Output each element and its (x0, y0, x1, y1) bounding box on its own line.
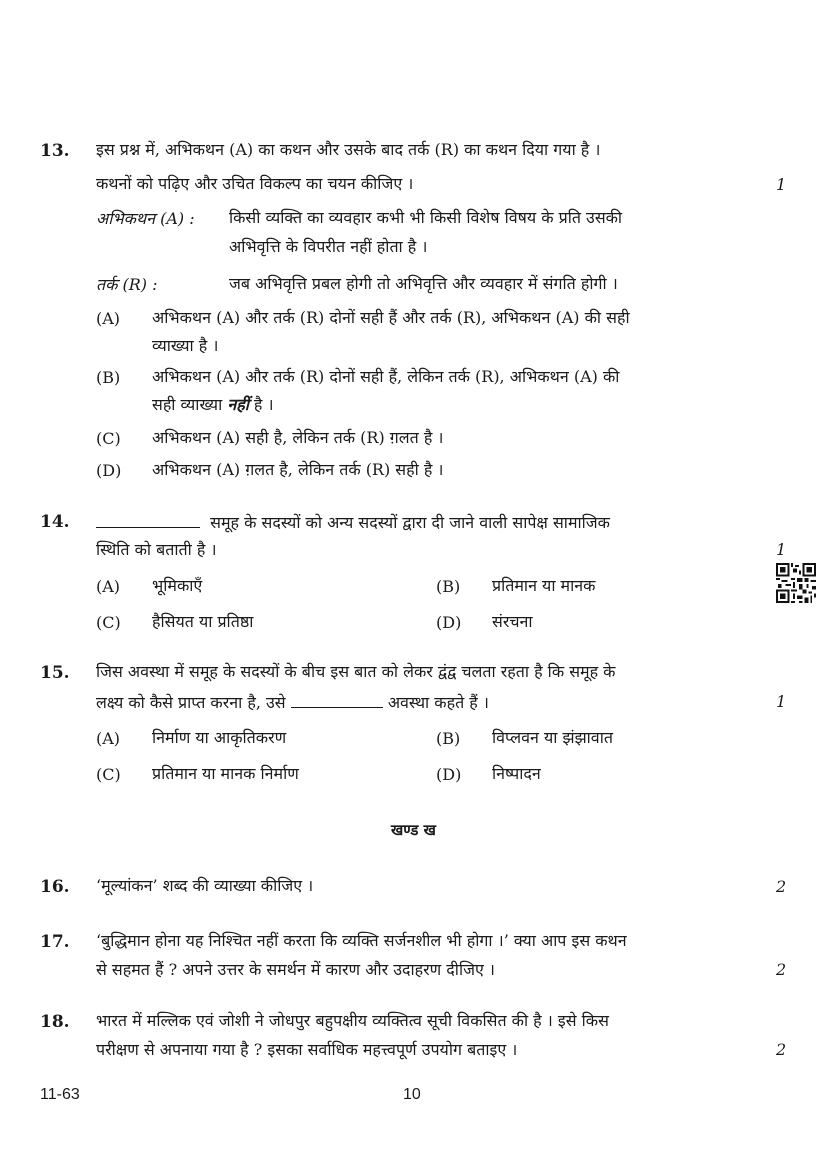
fill-blank (291, 691, 383, 708)
option-text-part: सही व्याख्या (152, 395, 228, 414)
question-text: इस प्रश्न में, अभिकथन (A) का कथन और उसके बाद तर्क (R) का कथन दिया गया है । (96, 140, 601, 159)
option-text: विप्लवन या झंझावात (492, 728, 613, 747)
question-text-part: समूह के सदस्यों को अन्य सदस्यों द्वारा दी जाने वाली सापेक्ष सामाजिक (210, 513, 610, 532)
option-text: अभिकथन (A) और तर्क (R) दोनों सही हैं, लेकिन तर्क (R), अभिकथन (A) की (152, 367, 620, 386)
question-text: ‘मूल्यांकन’ शब्द की व्याख्या कीजिए । (96, 876, 314, 895)
option-key: (B) (436, 577, 461, 596)
option-text: प्रतिमान या मानक निर्माण (152, 764, 299, 783)
marks: 1 (776, 692, 787, 711)
option-key: (A) (96, 729, 121, 748)
question-text: स्थिति को बताती है । (96, 540, 217, 559)
reason-label: तर्क (R) : (96, 275, 158, 294)
option-text-part: है । (248, 395, 274, 414)
marks: 2 (776, 877, 787, 896)
question-number: 17. (40, 932, 70, 952)
paper-code: 11-63 (40, 1086, 80, 1103)
qr-code-icon (776, 563, 816, 603)
marks: 1 (776, 175, 787, 194)
option-text: निष्पादन (492, 764, 541, 783)
reason-text: जब अभिवृत्ति प्रबल होगी तो अभिवृत्ति और व्यवहार में संगति होगी । (229, 274, 618, 293)
option-key: (B) (436, 729, 461, 748)
question-number: 13. (40, 141, 70, 161)
page-number: 10 (403, 1086, 421, 1103)
option-key: (C) (96, 765, 121, 784)
question-text: ‘बुद्धिमान होना यह निश्चित नहीं करता कि व्यक्ति सर्जनशील भी होगा ।’ क्या आप इस कथन (96, 931, 627, 950)
option-text (152, 395, 274, 415)
marks: 2 (776, 960, 787, 979)
question-text: से सहमत हैं ? अपने उत्तर के समर्थन में कारण और उदाहरण दीजिए । (96, 960, 495, 979)
option-key: (C) (96, 429, 121, 448)
option-key: (D) (96, 461, 122, 480)
option-text: अभिकथन (A) सही है, लेकिन तर्क (R) ग़लत है । (152, 428, 444, 447)
option-text: हैसियत या प्रतिष्ठा (152, 612, 254, 631)
question-text (96, 511, 610, 533)
option-text: भूमिकाएँ (152, 576, 203, 595)
option-text: अभिकथन (A) और तर्क (R) दोनों सही हैं और तर्क (R), अभिकथन (A) की सही (152, 308, 630, 327)
marks: 1 (776, 540, 787, 559)
question-text-part: लक्ष्य को कैसे प्राप्त करना है, उसे (96, 693, 286, 712)
option-text: अभिकथन (A) ग़लत है, लेकिन तर्क (R) सही है । (152, 460, 444, 479)
question-text-part: अवस्था कहते हैं । (387, 693, 489, 712)
question-text: जिस अवस्था में समूह के सदस्यों के बीच इस बात को लेकर द्वंद्व चलता रहता है कि समूह के (96, 662, 616, 681)
question-text: कथनों को पढ़िए और उचित विकल्प का चयन कीजिए । (96, 174, 414, 193)
emphasis-text: नहीं (227, 395, 249, 414)
option-key: (D) (436, 765, 462, 784)
assertion-text: अभिवृत्ति के विपरीत नहीं होता है । (229, 237, 428, 256)
question-text (96, 691, 489, 713)
option-key: (A) (96, 577, 121, 596)
question-number: 15. (40, 663, 70, 683)
option-key: (A) (96, 309, 121, 328)
question-number: 14. (40, 512, 70, 532)
option-text: प्रतिमान या मानक (492, 576, 596, 595)
question-text: भारत में मल्लिक एवं जोशी ने जोधपुर बहुपक्षीय व्यक्तित्व सूची विकसित की है । इसे किस (96, 1011, 609, 1030)
assertion-text: किसी व्यक्ति का व्यवहार कभी भी किसी विशेष विषय के प्रति उसकी (229, 208, 623, 227)
option-text: निर्माण या आकृतिकरण (152, 728, 287, 747)
assertion-label: अभिकथन (A) : (96, 209, 195, 228)
question-number: 16. (40, 877, 70, 897)
marks: 2 (776, 1040, 787, 1059)
fill-blank (96, 511, 200, 528)
option-key: (C) (96, 613, 121, 632)
option-key: (B) (96, 368, 121, 387)
option-text: संरचना (492, 612, 533, 631)
section-title: खण्ड ख (391, 821, 436, 839)
option-text: व्याख्या है । (152, 336, 219, 355)
question-text: परीक्षण से अपनाया गया है ? इसका सर्वाधिक महत्त्वपूर्ण उपयोग बताइए । (96, 1040, 518, 1059)
question-number: 18. (40, 1012, 70, 1032)
option-key: (D) (436, 613, 462, 632)
